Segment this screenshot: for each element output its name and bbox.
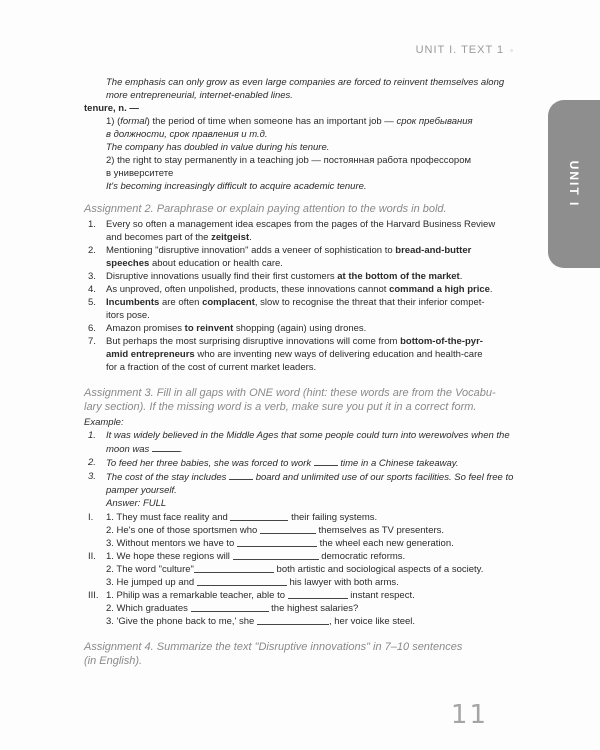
assignment-3-heading: [84, 386, 514, 414]
list-item: [84, 296, 514, 322]
item-text: To feed her three babies, she was forced to work: [106, 458, 312, 469]
line-text: 2. He's one of those sportsmen who: [106, 525, 258, 536]
item-line: [106, 348, 514, 361]
list-item: [84, 270, 514, 283]
example-line-1: The emphasis can only grow as even large companies are forced to reinvent themselves along: [106, 77, 505, 88]
item-number: 2.: [88, 245, 96, 256]
item-text: Disruptive innovations usually find their first customers: [106, 271, 338, 282]
running-head: [416, 44, 514, 56]
item-text: Amazon promises: [106, 323, 185, 334]
line-text: the highest salaries?: [271, 603, 359, 614]
exercise-section: [84, 589, 514, 628]
assignment-4-heading: [84, 640, 514, 668]
item-line: [106, 296, 514, 309]
list-item: [84, 218, 514, 244]
example-answer: Answer: FULL: [106, 498, 167, 509]
item-text: .: [249, 232, 252, 243]
item-number: 1.: [88, 219, 96, 230]
item-text-cont: [106, 231, 514, 244]
bold-term: Incumbents: [106, 297, 160, 308]
tenure-entry: [84, 102, 514, 193]
exercise-line: [106, 537, 514, 550]
bold-term: amid entrepreneurs: [106, 349, 195, 360]
section-number: III.: [88, 590, 99, 601]
list-item: [84, 335, 514, 374]
sense-1-number: 1) (: [106, 116, 121, 127]
list-item: [84, 283, 514, 296]
blank-gap: [260, 524, 316, 534]
line-text: , her voice like steel.: [328, 616, 416, 627]
item-text: and becomes part of the: [106, 232, 212, 243]
line-text: 1. We hope these regions will: [106, 551, 230, 562]
sense-1-example: The company has doubled in value during his tenure.: [106, 142, 330, 153]
assignment-2-heading: Assignment 2. Paraphrase or explain paying attention to the words in bold.: [84, 203, 447, 215]
running-head-dot: ◦: [510, 46, 514, 55]
line-text: democratic reforms.: [321, 551, 406, 562]
unit-side-tab: [548, 100, 600, 268]
tenure-sense-2: 2) the right to stay permanently in a teaching job — постоянная работа профессором: [106, 155, 472, 166]
item-text: about education or health care.: [149, 258, 283, 269]
item-text: are often: [159, 297, 203, 308]
item-number: 7.: [88, 336, 96, 347]
assignment-3-exercises: [84, 511, 514, 628]
list-item: [84, 456, 514, 470]
bold-term: to reinvent: [184, 323, 234, 334]
line-text: 3. 'Give the phone back to me,' she: [106, 616, 255, 627]
line-text: their failing systems.: [291, 512, 378, 523]
example-line-2: more entrepreneurial, internet-enabled lines.: [106, 90, 293, 101]
bold-term: speeches: [106, 258, 150, 269]
item-text: As unproved, often unpolished, products, these innovations cannot: [106, 284, 390, 295]
item-number: 4.: [88, 284, 96, 295]
line-text: 3. Without mentors we have to: [106, 538, 235, 549]
blank-gap: [288, 589, 348, 599]
heading-line-2: lary section). If the missing word is a verb, make sure you put it in a correct form.: [84, 401, 477, 413]
bold-term: bottom-of-the-pyr-: [400, 336, 483, 347]
line-text: themselves as TV presenters.: [318, 525, 445, 536]
item-number: 5.: [88, 297, 96, 308]
bold-term: command a high price: [389, 284, 490, 295]
item-text: shopping (again) using drones.: [233, 323, 367, 334]
exercise-line: [106, 602, 514, 615]
list-item: [84, 429, 514, 456]
item-text: who are inventing new ways of delivering education and health-care: [194, 349, 483, 360]
exercise-section: [84, 550, 514, 589]
line-text: 1. They must face reality and: [106, 512, 228, 523]
item-line: [106, 470, 514, 484]
blank-gap: [191, 602, 269, 612]
section-number: I.: [88, 512, 94, 523]
item-number: 6.: [88, 323, 96, 334]
item-text: But perhaps the most surprising disruptive innovations will come from: [106, 336, 401, 347]
item-number: 3.: [88, 471, 96, 482]
line-text: 2. The word "culture": [106, 564, 194, 575]
heading-line-2: (in English).: [84, 655, 143, 667]
blank-gap: [194, 563, 274, 573]
bold-term: bread-and-butter: [395, 245, 472, 256]
line-text: 1. Philip was a remarkable teacher, able to: [106, 590, 286, 601]
sense-1-translation-a: срок пребывания: [396, 116, 473, 127]
item-text: Mentioning "disruptive innovation" adds a veneer of sophistication to: [106, 245, 396, 256]
list-item: [84, 244, 514, 270]
list-item: [84, 322, 514, 335]
exercise-line: [106, 550, 514, 563]
item-number: 2.: [88, 457, 96, 468]
page-number: 11: [450, 700, 488, 730]
item-text: .: [489, 284, 493, 295]
item-text: pamper yourself.: [106, 485, 177, 496]
exercise-line: [106, 511, 514, 524]
sense-2-translation: в университете: [106, 168, 174, 179]
line-text: 2. Which graduates: [106, 603, 188, 614]
example-label: Example:: [84, 417, 124, 428]
item-text: , slow to recognise the threat that their inferior compet-: [254, 297, 485, 308]
example-sentence: [84, 76, 514, 102]
item-text: The cost of the stay includes: [106, 472, 227, 483]
assignment-2-list: [84, 218, 514, 374]
exercise-line: [106, 615, 514, 628]
bold-term: zeitgeist: [211, 232, 250, 243]
exercise-line: [106, 576, 514, 589]
sense-2-example: It's becoming increasingly difficult to acquire academic tenure.: [106, 181, 367, 192]
item-text: time in a Chinese takeaway.: [340, 458, 459, 469]
item-line: [106, 244, 514, 257]
item-line: [106, 442, 514, 456]
headword-tenure: tenure, n. —: [84, 103, 139, 114]
item-text: It was widely believed in the Middle Ages that some people could turn into werewolves when the: [106, 430, 510, 441]
blank-gap: [230, 511, 288, 521]
exercise-line: [106, 524, 514, 537]
item-text: moon was: [106, 444, 150, 455]
bold-term: complacent: [202, 297, 255, 308]
bold-term: at the bottom of the market: [337, 271, 460, 282]
blank-gap: [229, 470, 253, 480]
item-number: 3.: [88, 271, 96, 282]
line-text: the wheel each new generation.: [319, 538, 454, 549]
heading-line-1: Assignment 4. Summarize the text "Disruptive innovations" in 7–10 sentences: [84, 641, 463, 653]
heading-line-1: Assignment 3. Fill in all gaps with ONE word (hint: these words are from the Vocabu-: [84, 387, 496, 399]
blank-gap: [314, 456, 338, 466]
page-content: [84, 76, 514, 670]
sense-1-register: formal: [120, 116, 147, 127]
item-line: [106, 335, 514, 348]
blank-gap: [257, 615, 329, 625]
item-number: 1.: [88, 430, 96, 441]
section-number: II.: [88, 551, 96, 562]
sense-1-definition: ) the period of time when someone has an important job —: [146, 116, 397, 127]
tenure-sense-1: [84, 115, 514, 128]
sense-1-translation-b: в должности, срок правления и т.д.: [106, 129, 268, 140]
line-text: both artistic and sociological aspects of a society.: [276, 564, 484, 575]
exercise-line: [106, 563, 514, 576]
blank-gap: [233, 550, 319, 560]
exercise-section: [84, 511, 514, 550]
line-text: instant respect.: [350, 590, 415, 601]
blank-gap: [237, 537, 317, 547]
item-text: for a fraction of the cost of current market leaders.: [106, 362, 317, 373]
blank-gap: [197, 576, 287, 586]
item-text: .: [179, 444, 183, 455]
item-text: itors pose.: [106, 310, 150, 321]
item-text: board and unlimited use of our sports facilities. So feel free to: [255, 472, 514, 483]
list-item: [84, 470, 514, 497]
blank-gap: [152, 442, 180, 452]
line-text: 3. He jumped up and: [106, 577, 195, 588]
item-text: Every so often a management idea escapes from the pages of the Harvard Business Review: [106, 219, 496, 230]
line-text: his lawyer with both arms.: [289, 577, 399, 588]
exercise-line: [106, 589, 514, 602]
running-head-text: UNIT I. TEXT 1: [415, 44, 505, 56]
item-text: .: [459, 271, 463, 282]
assignment-3-examples: [84, 429, 514, 510]
item-line: [106, 257, 514, 270]
side-tab-label: UNIT I: [567, 160, 581, 208]
